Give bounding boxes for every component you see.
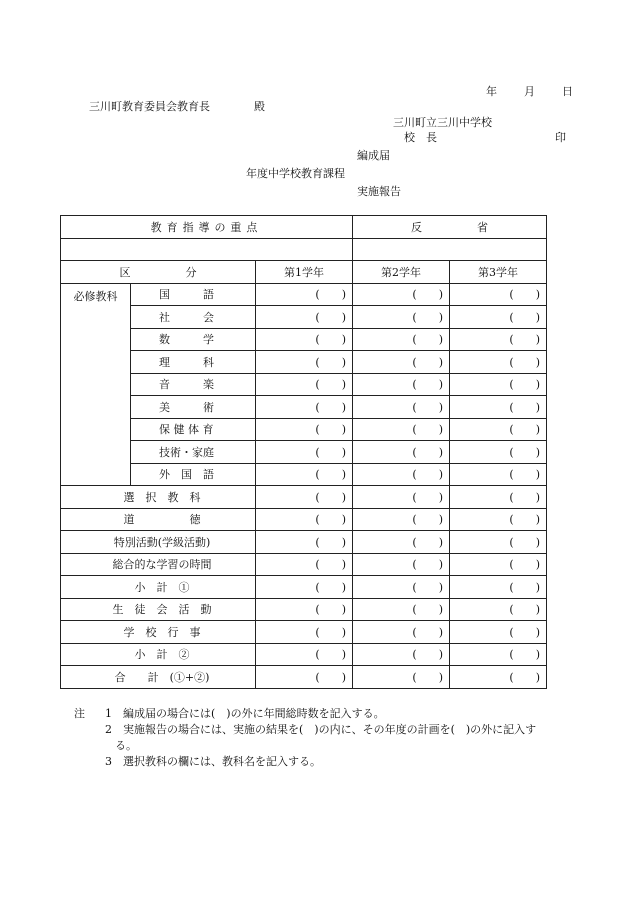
notes: [74, 706, 536, 770]
other-6-hours-grade-2[interactable]: ( ): [353, 621, 450, 644]
row-label: 小 計 ①: [61, 576, 256, 599]
subject-0-hours-grade-1[interactable]: ( ): [256, 283, 353, 306]
table-row: [61, 418, 547, 441]
table-row: [61, 351, 547, 374]
subject-label: 音 楽: [131, 373, 256, 396]
table-row: [61, 508, 547, 531]
other-4-hours-grade-1[interactable]: ( ): [256, 576, 353, 599]
grade-header-1: 第1学年: [256, 261, 353, 284]
subject-1-hours-grade-2[interactable]: ( ): [353, 306, 450, 329]
note-item-1: 1 編成届の場合には( )の外に年間総時数を記入する。: [105, 707, 385, 720]
subject-4-hours-grade-2[interactable]: ( ): [353, 373, 450, 396]
subject-0-hours-grade-2[interactable]: ( ): [353, 283, 450, 306]
reflection-header: 反 省: [353, 216, 547, 239]
subject-1-hours-grade-1[interactable]: ( ): [256, 306, 353, 329]
subject-3-hours-grade-3[interactable]: ( ): [450, 351, 547, 374]
row-label: 生 徒 会 活 動: [61, 598, 256, 621]
other-4-hours-grade-3[interactable]: ( ): [450, 576, 547, 599]
row-label: 選 択 教 科: [61, 486, 256, 509]
grade-header-3: 第3学年: [450, 261, 547, 284]
subject-2-hours-grade-2[interactable]: ( ): [353, 328, 450, 351]
other-8-hours-grade-2[interactable]: ( ): [353, 666, 450, 689]
row-label: 道 徳: [61, 508, 256, 531]
table-row: [61, 621, 547, 644]
curriculum-table: [60, 215, 547, 689]
row-label: 総合的な学習の時間: [61, 553, 256, 576]
title-option-plan: 編成届: [357, 149, 390, 162]
principal-label: 校 長: [404, 131, 437, 144]
other-5-hours-grade-2[interactable]: ( ): [353, 598, 450, 621]
other-4-hours-grade-2[interactable]: ( ): [353, 576, 450, 599]
table-row: [61, 531, 547, 554]
table-row: [61, 463, 547, 486]
date-day-label: 日: [562, 85, 573, 98]
other-2-hours-grade-3[interactable]: ( ): [450, 531, 547, 554]
required-group-label: 必修教科: [61, 283, 131, 486]
subject-6-hours-grade-2[interactable]: ( ): [353, 418, 450, 441]
table-row: [61, 441, 547, 464]
subject-6-hours-grade-1[interactable]: ( ): [256, 418, 353, 441]
other-1-hours-grade-3[interactable]: ( ): [450, 508, 547, 531]
seal-mark: 印: [555, 131, 566, 144]
other-7-hours-grade-2[interactable]: ( ): [353, 643, 450, 666]
subject-4-hours-grade-3[interactable]: ( ): [450, 373, 547, 396]
table-row: [61, 373, 547, 396]
subject-1-hours-grade-3[interactable]: ( ): [450, 306, 547, 329]
other-3-hours-grade-2[interactable]: ( ): [353, 553, 450, 576]
other-8-hours-grade-1[interactable]: ( ): [256, 666, 353, 689]
subject-label: 技術・家庭: [131, 441, 256, 464]
other-7-hours-grade-3[interactable]: ( ): [450, 643, 547, 666]
subject-5-hours-grade-2[interactable]: ( ): [353, 396, 450, 419]
category-header: 区 分: [61, 261, 256, 284]
other-0-hours-grade-2[interactable]: ( ): [353, 486, 450, 509]
other-8-hours-grade-3[interactable]: ( ): [450, 666, 547, 689]
date-year-label: 年: [486, 85, 497, 98]
table-row: [61, 576, 547, 599]
note-item-2: 2 実施報告の場合には、実施の結果を( )の内に、その年度の計画を( )の外に記入す: [105, 723, 537, 736]
other-0-hours-grade-3[interactable]: ( ): [450, 486, 547, 509]
other-2-hours-grade-2[interactable]: ( ): [353, 531, 450, 554]
other-1-hours-grade-1[interactable]: ( ): [256, 508, 353, 531]
row-label: 学 校 行 事: [61, 621, 256, 644]
subject-7-hours-grade-2[interactable]: ( ): [353, 441, 450, 464]
table-row: [61, 306, 547, 329]
table-row: [61, 598, 547, 621]
table-row: [61, 396, 547, 419]
subject-7-hours-grade-3[interactable]: ( ): [450, 441, 547, 464]
subject-3-hours-grade-1[interactable]: ( ): [256, 351, 353, 374]
subject-label: 社 会: [131, 306, 256, 329]
subject-label: 国 語: [131, 283, 256, 306]
table-row: [61, 328, 547, 351]
table-row: [61, 553, 547, 576]
focus-header: 教育指導の重点: [61, 216, 353, 239]
note-item-3: 3 選択教科の欄には、教科名を記入する。: [105, 755, 321, 768]
subject-label: 数 学: [131, 328, 256, 351]
date-month-label: 月: [524, 85, 535, 98]
subject-2-hours-grade-1[interactable]: ( ): [256, 328, 353, 351]
other-5-hours-grade-1[interactable]: ( ): [256, 598, 353, 621]
subject-8-hours-grade-2[interactable]: ( ): [353, 463, 450, 486]
subject-4-hours-grade-1[interactable]: ( ): [256, 373, 353, 396]
table-row: [61, 486, 547, 509]
other-5-hours-grade-3[interactable]: ( ): [450, 598, 547, 621]
other-2-hours-grade-1[interactable]: ( ): [256, 531, 353, 554]
school-name: 三川町立三川中学校: [393, 116, 492, 129]
subject-2-hours-grade-3[interactable]: ( ): [450, 328, 547, 351]
subject-8-hours-grade-1[interactable]: ( ): [256, 463, 353, 486]
page-title: 年度中学校教育課程: [246, 167, 345, 180]
subject-8-hours-grade-3[interactable]: ( ): [450, 463, 547, 486]
row-label: 小 計 ②: [61, 643, 256, 666]
other-3-hours-grade-1[interactable]: ( ): [256, 553, 353, 576]
subject-6-hours-grade-3[interactable]: ( ): [450, 418, 547, 441]
grade-header-2: 第2学年: [353, 261, 450, 284]
row-label: 合 計 (①+②): [61, 666, 256, 689]
subject-7-hours-grade-1[interactable]: ( ): [256, 441, 353, 464]
row-label: 特別活動(学級活動): [61, 531, 256, 554]
subject-label: 美 術: [131, 396, 256, 419]
other-0-hours-grade-1[interactable]: ( ): [256, 486, 353, 509]
other-1-hours-grade-2[interactable]: ( ): [353, 508, 450, 531]
subject-label: 外 国 語: [131, 463, 256, 486]
note-item-2-cont: る。: [115, 739, 137, 752]
table-row: [61, 666, 547, 689]
subject-label: 理 科: [131, 351, 256, 374]
other-6-hours-grade-3[interactable]: ( ): [450, 621, 547, 644]
recipient: 三川町教育委員会教育長 殿: [89, 100, 265, 113]
reflection-cell[interactable]: [353, 238, 547, 261]
subject-label: 保 健 体 育: [131, 418, 256, 441]
subject-0-hours-grade-3[interactable]: ( ): [450, 283, 547, 306]
subject-5-hours-grade-1[interactable]: ( ): [256, 396, 353, 419]
other-6-hours-grade-1[interactable]: ( ): [256, 621, 353, 644]
focus-cell[interactable]: [61, 238, 353, 261]
subject-5-hours-grade-3[interactable]: ( ): [450, 396, 547, 419]
other-3-hours-grade-3[interactable]: ( ): [450, 553, 547, 576]
other-7-hours-grade-1[interactable]: ( ): [256, 643, 353, 666]
title-option-report: 実施報告: [357, 185, 401, 198]
table-row: [61, 643, 547, 666]
subject-3-hours-grade-2[interactable]: ( ): [353, 351, 450, 374]
notes-prefix: 注: [74, 707, 85, 720]
table-row: [61, 283, 547, 306]
